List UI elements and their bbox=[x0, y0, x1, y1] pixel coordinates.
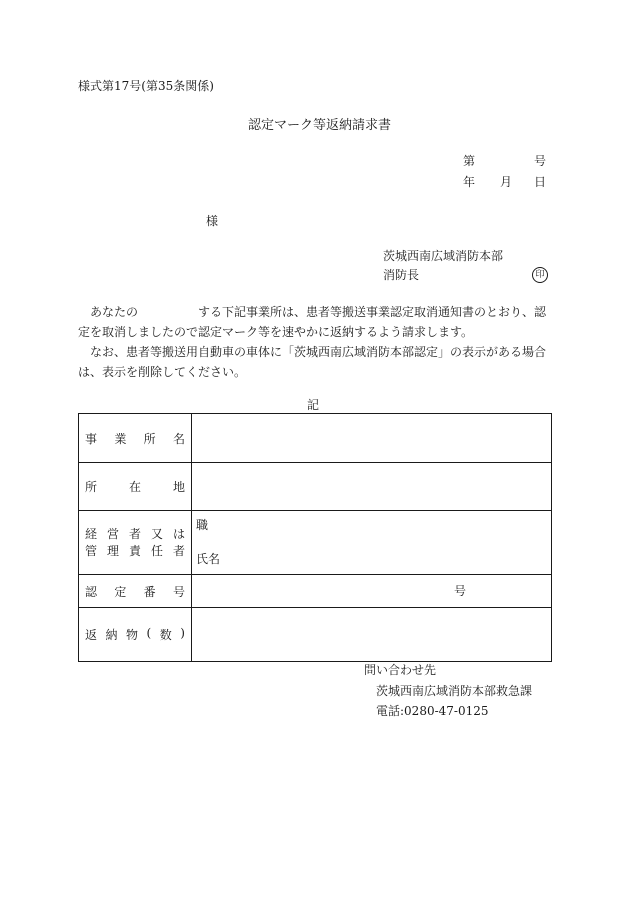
body-text bbox=[78, 302, 556, 382]
returned-items-field[interactable] bbox=[192, 608, 552, 662]
cert-number-field[interactable] bbox=[192, 575, 552, 608]
business-name-label: 事 業 所 名 bbox=[85, 431, 185, 446]
body-para1-a: あなたの bbox=[90, 305, 139, 319]
seal-mark: 印 bbox=[532, 267, 548, 283]
position-label: 職 bbox=[196, 518, 209, 532]
row-business-name bbox=[79, 414, 552, 463]
returned-items-label: 返 納 物 ( 数 ) bbox=[85, 626, 185, 642]
contact-phone: 電話:0280‐47‐0125 bbox=[376, 704, 489, 718]
form-table bbox=[78, 413, 552, 662]
cert-number-suffix: 号 bbox=[454, 584, 467, 598]
addressee-suffix: 様 bbox=[206, 214, 219, 228]
body-para2: なお、患者等搬送用自動車の車体に「茨城西南広域消防本部認定」の表示がある場合は、表示を削除してください。 bbox=[78, 345, 547, 379]
date-month: 月 bbox=[500, 175, 513, 189]
business-name-field[interactable] bbox=[192, 414, 552, 463]
contact-heading: 問い合わせ先 bbox=[364, 663, 437, 677]
name-label: 氏名 bbox=[196, 552, 221, 566]
manager-label-1: 経 営 者 又 は bbox=[85, 526, 185, 541]
date-day: 日 bbox=[534, 175, 547, 189]
document-title: 認定マーク等返納請求書 bbox=[248, 118, 392, 133]
form-number: 様式第17号(第35条関係) bbox=[78, 79, 214, 93]
issuer-organization: 茨城西南広域消防本部 bbox=[383, 249, 504, 263]
doc-number-suffix: 号 bbox=[534, 154, 547, 168]
row-cert-number bbox=[79, 575, 552, 608]
row-address bbox=[79, 463, 552, 511]
body-para1-b: する下記事業所は、患者等搬送事業認定取消通知書のとおり、認定を取消しましたので認定マーク等を速やかに返納するよう請求します。 bbox=[78, 305, 547, 339]
ki-heading: 記 bbox=[307, 398, 320, 412]
issuer-title: 消防長 bbox=[383, 268, 420, 282]
contact-department: 茨城西南広域消防本部救急課 bbox=[376, 684, 533, 698]
manager-label-2: 管 理 責 任 者 bbox=[85, 543, 185, 558]
address-label: 所 在 地 bbox=[85, 480, 185, 494]
address-field[interactable] bbox=[192, 463, 552, 511]
cert-number-label: 認 定 番 号 bbox=[85, 584, 185, 599]
row-manager bbox=[79, 511, 552, 575]
row-returned-items bbox=[79, 608, 552, 662]
doc-number-prefix: 第 bbox=[463, 154, 476, 168]
manager-field[interactable] bbox=[192, 511, 552, 575]
date-year: 年 bbox=[463, 175, 476, 189]
